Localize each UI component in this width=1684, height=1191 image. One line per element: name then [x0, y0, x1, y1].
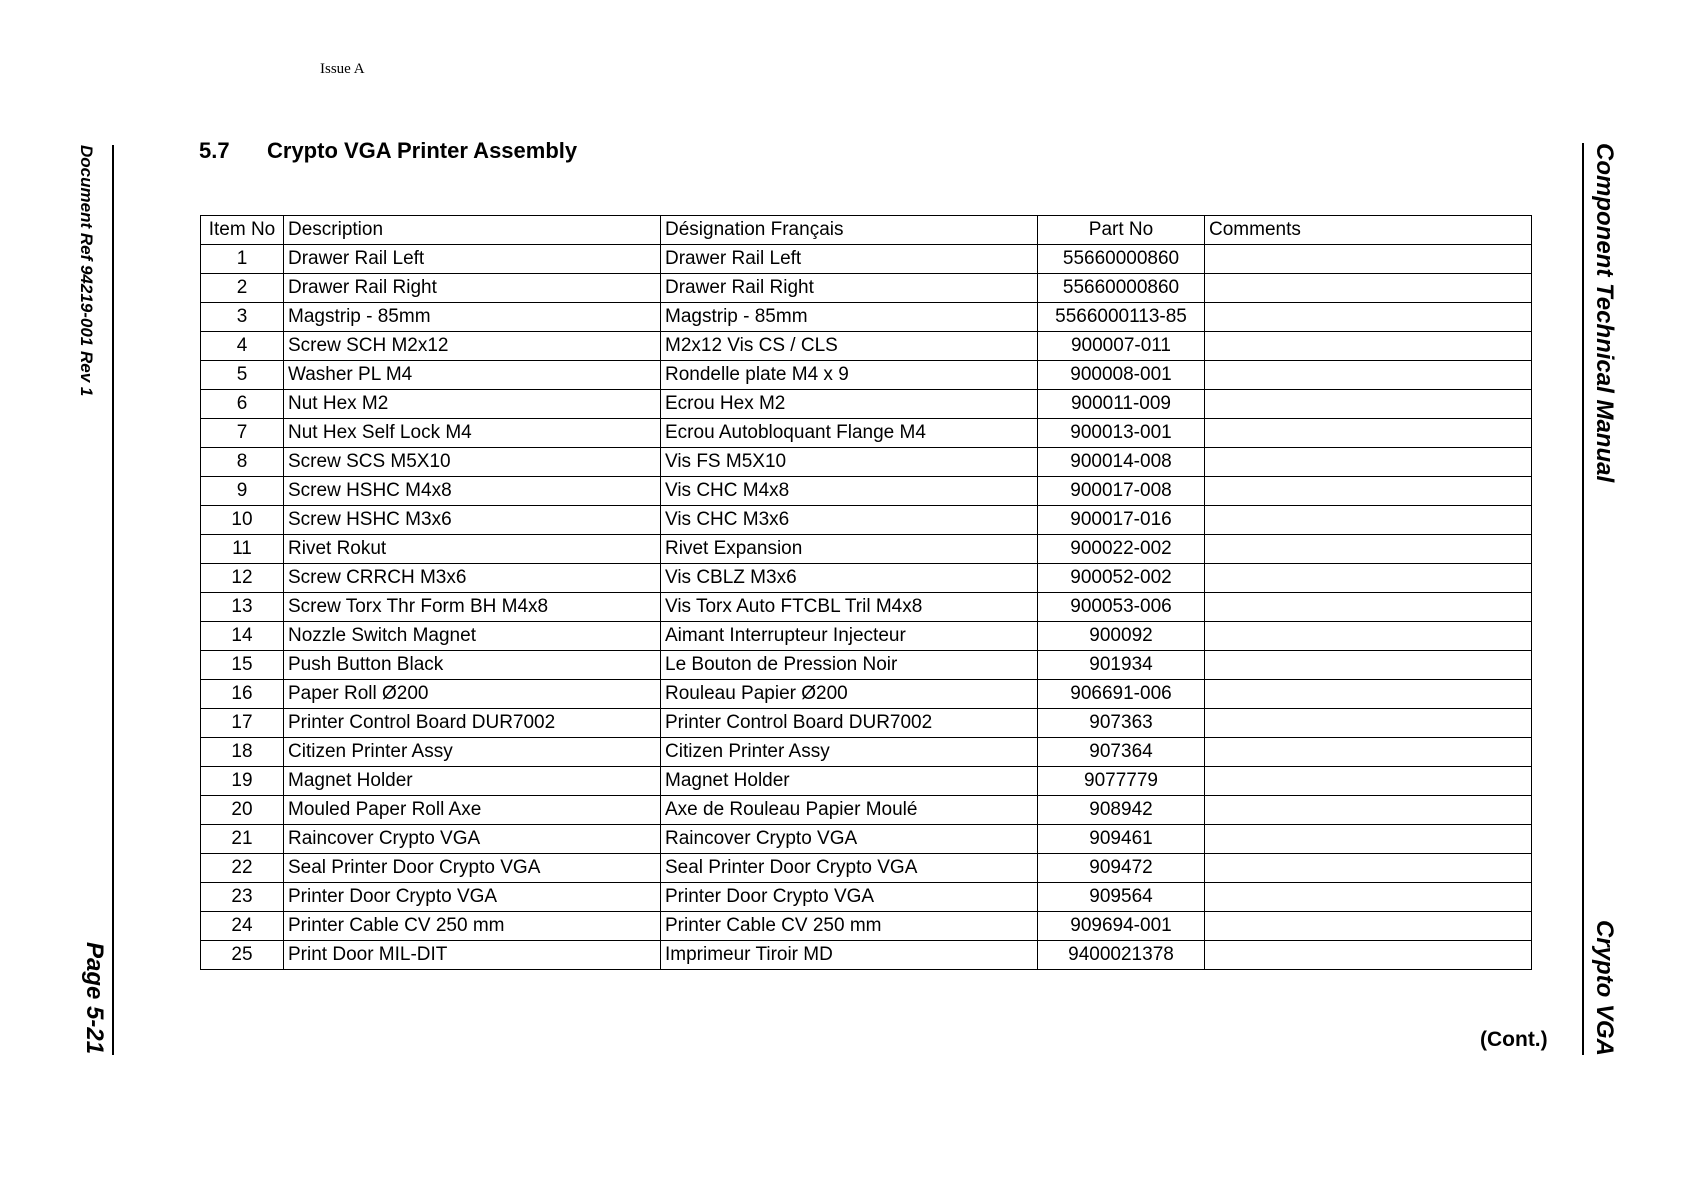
comments-cell	[1205, 825, 1532, 854]
comments-cell	[1205, 303, 1532, 332]
part-no-cell: 5566000113-85	[1038, 303, 1205, 332]
page-number: Page 5-21	[81, 942, 108, 1055]
part-no-cell: 909564	[1038, 883, 1205, 912]
designation-cell: Vis Torx Auto FTCBL Tril M4x8	[661, 593, 1038, 622]
designation-cell: Ecrou Hex M2	[661, 390, 1038, 419]
section-number: 5.7	[199, 138, 230, 163]
table-row	[201, 738, 1532, 767]
comments-cell	[1205, 390, 1532, 419]
table-header-row	[201, 216, 1532, 245]
part-no-cell: 900052-002	[1038, 564, 1205, 593]
designation-cell: Vis CHC M4x8	[661, 477, 1038, 506]
designation-cell: Le Bouton de Pression Noir	[661, 651, 1038, 680]
description-cell: Printer Control Board DUR7002	[284, 709, 661, 738]
description-cell: Seal Printer Door Crypto VGA	[284, 854, 661, 883]
manual-title: Component Technical Manual	[1591, 143, 1618, 483]
table-row	[201, 883, 1532, 912]
comments-cell	[1205, 941, 1532, 970]
item-no-cell: 13	[201, 593, 284, 622]
comments-cell	[1205, 506, 1532, 535]
table-row	[201, 796, 1532, 825]
comments-cell	[1205, 361, 1532, 390]
designation-cell: Rivet Expansion	[661, 535, 1038, 564]
comments-cell	[1205, 448, 1532, 477]
table-row	[201, 245, 1532, 274]
description-cell: Screw SCH M2x12	[284, 332, 661, 361]
item-no-cell: 3	[201, 303, 284, 332]
part-no-cell: 55660000860	[1038, 274, 1205, 303]
table-row	[201, 361, 1532, 390]
designation-cell: Axe de Rouleau Papier Moulé	[661, 796, 1038, 825]
comments-cell	[1205, 738, 1532, 767]
item-no-cell: 19	[201, 767, 284, 796]
description-cell: Drawer Rail Left	[284, 245, 661, 274]
document-reference: Document Ref 94219-001 Rev 1	[77, 145, 96, 397]
table-row	[201, 332, 1532, 361]
issue-label: Issue A	[320, 61, 365, 77]
description-cell: Screw SCS M5X10	[284, 448, 661, 477]
item-no-cell: 8	[201, 448, 284, 477]
part-no-cell: 900092	[1038, 622, 1205, 651]
item-no-cell: 17	[201, 709, 284, 738]
description-cell: Print Door MIL-DIT	[284, 941, 661, 970]
part-no-cell: 907364	[1038, 738, 1205, 767]
table-row	[201, 419, 1532, 448]
description-cell: Printer Cable CV 250 mm	[284, 912, 661, 941]
part-no-cell: 906691-006	[1038, 680, 1205, 709]
item-no-cell: 23	[201, 883, 284, 912]
header-designation: Désignation Français	[661, 216, 1038, 245]
item-no-cell: 6	[201, 390, 284, 419]
parts-table	[200, 215, 1532, 970]
description-cell: Mouled Paper Roll Axe	[284, 796, 661, 825]
item-no-cell: 5	[201, 361, 284, 390]
table-row	[201, 448, 1532, 477]
comments-cell	[1205, 796, 1532, 825]
part-no-cell: 900014-008	[1038, 448, 1205, 477]
table-row	[201, 593, 1532, 622]
description-cell: Screw HSHC M4x8	[284, 477, 661, 506]
designation-cell: Vis FS M5X10	[661, 448, 1038, 477]
item-no-cell: 9	[201, 477, 284, 506]
part-no-cell: 900022-002	[1038, 535, 1205, 564]
item-no-cell: 24	[201, 912, 284, 941]
designation-cell: Rouleau Papier Ø200	[661, 680, 1038, 709]
designation-cell: Raincover Crypto VGA	[661, 825, 1038, 854]
comments-cell	[1205, 477, 1532, 506]
designation-cell: Vis CHC M3x6	[661, 506, 1038, 535]
designation-cell: Drawer Rail Right	[661, 274, 1038, 303]
part-no-cell: 900007-011	[1038, 332, 1205, 361]
part-no-cell: 907363	[1038, 709, 1205, 738]
section-title: Crypto VGA Printer Assembly	[267, 138, 578, 163]
description-cell: Magnet Holder	[284, 767, 661, 796]
designation-cell: Magstrip - 85mm	[661, 303, 1038, 332]
product-name: Crypto VGA	[1591, 920, 1618, 1057]
description-cell: Nut Hex M2	[284, 390, 661, 419]
item-no-cell: 11	[201, 535, 284, 564]
designation-cell: Seal Printer Door Crypto VGA	[661, 854, 1038, 883]
part-no-cell: 901934	[1038, 651, 1205, 680]
table-row	[201, 303, 1532, 332]
designation-cell: M2x12 Vis CS / CLS	[661, 332, 1038, 361]
description-cell: Paper Roll Ø200	[284, 680, 661, 709]
comments-cell	[1205, 651, 1532, 680]
description-cell: Magstrip - 85mm	[284, 303, 661, 332]
item-no-cell: 15	[201, 651, 284, 680]
header-part-no: Part No	[1038, 216, 1205, 245]
comments-cell	[1205, 622, 1532, 651]
part-no-cell: 900017-016	[1038, 506, 1205, 535]
part-no-cell: 9077779	[1038, 767, 1205, 796]
part-no-cell: 909472	[1038, 854, 1205, 883]
description-cell: Washer PL M4	[284, 361, 661, 390]
left-margin-rule	[112, 145, 114, 1055]
item-no-cell: 4	[201, 332, 284, 361]
item-no-cell: 12	[201, 564, 284, 593]
designation-cell: Printer Cable CV 250 mm	[661, 912, 1038, 941]
comments-cell	[1205, 332, 1532, 361]
header-description: Description	[284, 216, 661, 245]
right-margin-rule	[1582, 143, 1584, 1055]
section-heading	[199, 138, 577, 164]
designation-cell: Ecrou Autobloquant Flange M4	[661, 419, 1038, 448]
table-row	[201, 767, 1532, 796]
parts-table-body	[201, 245, 1532, 970]
comments-cell	[1205, 593, 1532, 622]
item-no-cell: 20	[201, 796, 284, 825]
designation-cell: Printer Control Board DUR7002	[661, 709, 1038, 738]
item-no-cell: 22	[201, 854, 284, 883]
comments-cell	[1205, 564, 1532, 593]
designation-cell: Citizen Printer Assy	[661, 738, 1038, 767]
table-row	[201, 680, 1532, 709]
part-no-cell: 900013-001	[1038, 419, 1205, 448]
description-cell: Printer Door Crypto VGA	[284, 883, 661, 912]
comments-cell	[1205, 767, 1532, 796]
table-row	[201, 941, 1532, 970]
comments-cell	[1205, 883, 1532, 912]
description-cell: Nut Hex Self Lock M4	[284, 419, 661, 448]
designation-cell: Drawer Rail Left	[661, 245, 1038, 274]
part-no-cell: 900017-008	[1038, 477, 1205, 506]
header-comments: Comments	[1205, 216, 1532, 245]
comments-cell	[1205, 912, 1532, 941]
table-row	[201, 274, 1532, 303]
part-no-cell: 900053-006	[1038, 593, 1205, 622]
part-no-cell: 55660000860	[1038, 245, 1205, 274]
description-cell: Screw Torx Thr Form BH M4x8	[284, 593, 661, 622]
comments-cell	[1205, 274, 1532, 303]
table-row	[201, 709, 1532, 738]
description-cell: Screw CRRCH M3x6	[284, 564, 661, 593]
part-no-cell: 908942	[1038, 796, 1205, 825]
part-no-cell: 9400021378	[1038, 941, 1205, 970]
comments-cell	[1205, 419, 1532, 448]
designation-cell: Aimant Interrupteur Injecteur	[661, 622, 1038, 651]
comments-cell	[1205, 680, 1532, 709]
description-cell: Screw HSHC M3x6	[284, 506, 661, 535]
description-cell: Citizen Printer Assy	[284, 738, 661, 767]
item-no-cell: 18	[201, 738, 284, 767]
item-no-cell: 1	[201, 245, 284, 274]
table-row	[201, 564, 1532, 593]
designation-cell: Rondelle plate M4 x 9	[661, 361, 1038, 390]
item-no-cell: 21	[201, 825, 284, 854]
part-no-cell: 909461	[1038, 825, 1205, 854]
table-row	[201, 854, 1532, 883]
comments-cell	[1205, 245, 1532, 274]
part-no-cell: 909694-001	[1038, 912, 1205, 941]
table-row	[201, 477, 1532, 506]
continued-label: (Cont.)	[1480, 1028, 1548, 1051]
designation-cell: Printer Door Crypto VGA	[661, 883, 1038, 912]
description-cell: Push Button Black	[284, 651, 661, 680]
table-row	[201, 535, 1532, 564]
description-cell: Rivet Rokut	[284, 535, 661, 564]
designation-cell: Imprimeur Tiroir MD	[661, 941, 1038, 970]
comments-cell	[1205, 535, 1532, 564]
item-no-cell: 16	[201, 680, 284, 709]
designation-cell: Magnet Holder	[661, 767, 1038, 796]
table-row	[201, 506, 1532, 535]
table-row	[201, 825, 1532, 854]
table-row	[201, 622, 1532, 651]
description-cell: Drawer Rail Right	[284, 274, 661, 303]
description-cell: Nozzle Switch Magnet	[284, 622, 661, 651]
comments-cell	[1205, 709, 1532, 738]
comments-cell	[1205, 854, 1532, 883]
item-no-cell: 25	[201, 941, 284, 970]
designation-cell: Vis CBLZ M3x6	[661, 564, 1038, 593]
table-row	[201, 651, 1532, 680]
item-no-cell: 2	[201, 274, 284, 303]
part-no-cell: 900011-009	[1038, 390, 1205, 419]
description-cell: Raincover Crypto VGA	[284, 825, 661, 854]
item-no-cell: 10	[201, 506, 284, 535]
table-row	[201, 912, 1532, 941]
header-item-no: Item No	[201, 216, 284, 245]
item-no-cell: 7	[201, 419, 284, 448]
table-row	[201, 390, 1532, 419]
part-no-cell: 900008-001	[1038, 361, 1205, 390]
item-no-cell: 14	[201, 622, 284, 651]
